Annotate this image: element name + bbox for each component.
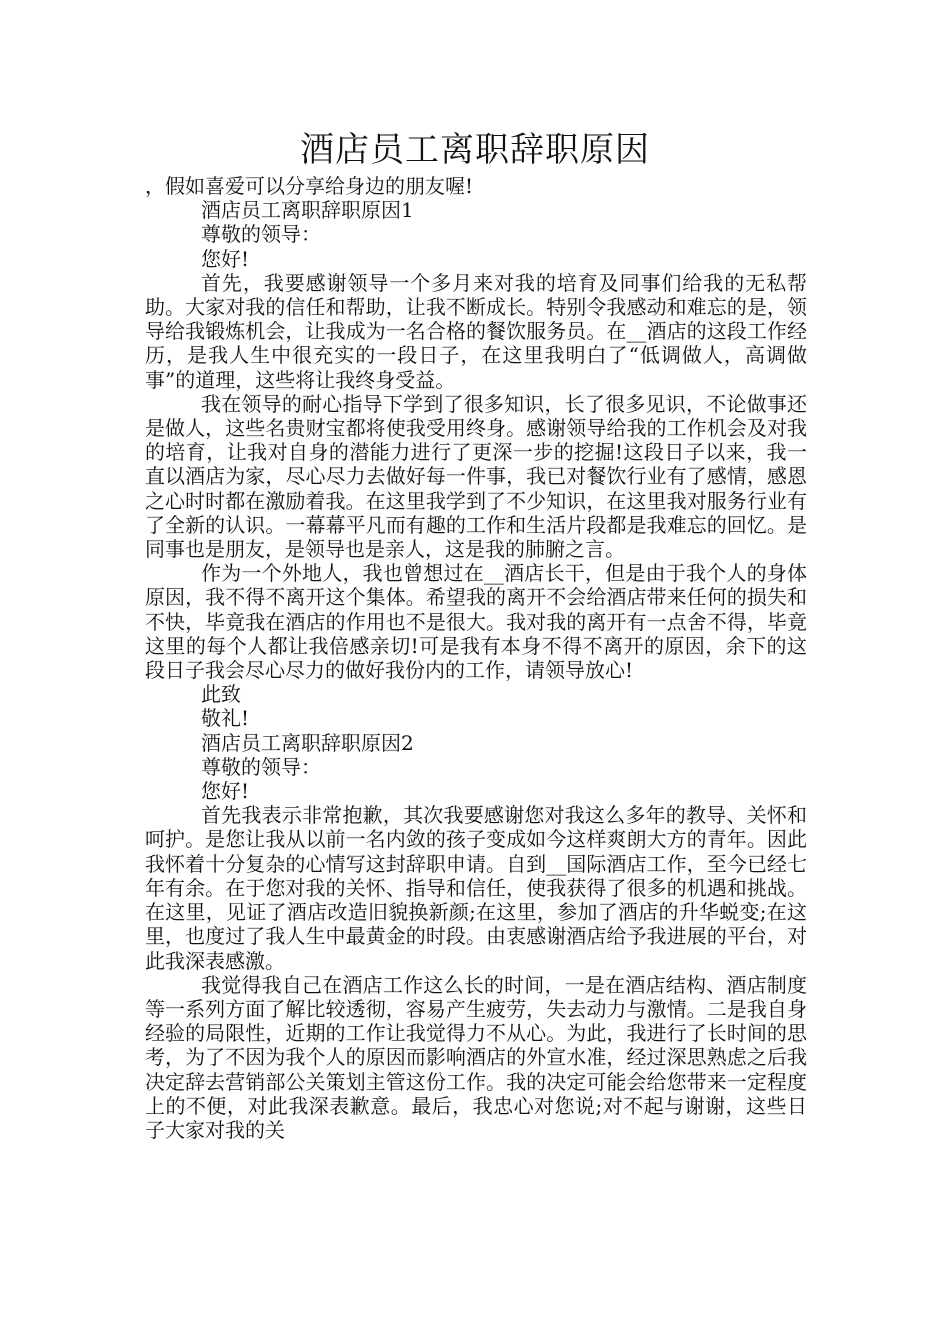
paragraph: 我觉得我自己在酒店工作这么长的时间，一是在酒店结构、酒店制度等一系列方面了解比较透彻，容易产生疲劳，失去动力与激情。二是我自身经验的局限性，近期的工作让我觉得力不从心。为此，我进行了长时间的思考，为了不因为我个人的原因而影响酒店的外宣水准，经过深思熟虑之后我决定辞去营销部公关策划主管这份工作。我的决定可能会给您带来一定程度上的不便，对此我深表歉意。最后，我忠心对您说;对不起与谢谢，这些日子大家对我的关 [145, 972, 807, 1142]
paragraph: ，假如喜爱可以分享给身边的朋友喔! [145, 174, 474, 198]
paragraph: 酒店员工离职辞职原因2 [201, 730, 414, 755]
document-title: 酒店员工离职辞职原因 [300, 130, 650, 170]
paragraph: 敬礼! [201, 706, 250, 731]
paragraph: 首先我表示非常抱歉，其次我要感谢您对我这么多年的教导、关怀和呵护。是您让我从以前一名内敛的孩子变成如今这样爽朗大方的青年。因此我怀着十分复杂的心情写这封辞职申请。自到__国际酒店工作，至今已经七年有余。在于您对我的关怀、指导和信任，使我获得了很多的机遇和挑战。在这里，见证了酒店改造旧貌换新颜;在这里，参加了酒店的升华蜕变;在这里，也度过了我人生中最黄金的时段。由衷感谢酒店给予我进展的平台，对此我深表感激。 [145, 803, 807, 973]
document-body [145, 174, 807, 1142]
paragraph: 作为一个外地人，我也曾想过在__酒店长干，但是由于我个人的身体原因，我不得不离开这个集体。希望我的离开不会给酒店带来任何的损失和不快，毕竟我在酒店的作用也不是很大。我对我的离开有一点舍不得，毕竟这里的每个人都让我倍感亲切!可是我有本身不得不离开的原因，余下的这段日子我会尽心尽力的做好我份内的工作，请领导放心! [145, 561, 807, 683]
paragraph: 您好! [201, 246, 250, 271]
paragraph: 首先，我要感谢领导一个多月来对我的培育及同事们给我的无私帮助。大家对我的信任和帮助，让我不断成长。特别令我感动和难忘的是，领导给我锻炼机会，让我成为一名合格的餐饮服务员。在__酒店的这段工作经历，是我人生中很充实的一段日子，在这里我明白了“低调做人，高调做事”的道理，这些将让我终身受益。 [145, 270, 807, 392]
paragraph: 此致 [201, 682, 241, 707]
paragraph: 酒店员工离职辞职原因1 [201, 198, 414, 223]
paragraph: 尊敬的领导： [201, 754, 321, 779]
paragraph: 我在领导的耐心指导下学到了很多知识，长了很多见识，不论做事还是做人，这些名贵财宝都将使我受用终身。感谢领导给我的工作机会及对我的培育，让我对自身的潜能力进行了更深一步的挖掘!这段日子以来，我一直以酒店为家，尽心尽力去做好每一件事，我已对餐饮行业有了感情，感恩之心时时都在激励着我。在这里我学到了不少知识，在这里我对服务行业有了全新的认识。一幕幕平凡而有趣的工作和生活片段都是我难忘的回忆。是同事也是朋友，是领导也是亲人，这是我的肺腑之言。 [145, 391, 807, 562]
paragraph: 您好! [201, 779, 250, 804]
paragraph: 尊敬的领导： [201, 222, 321, 247]
